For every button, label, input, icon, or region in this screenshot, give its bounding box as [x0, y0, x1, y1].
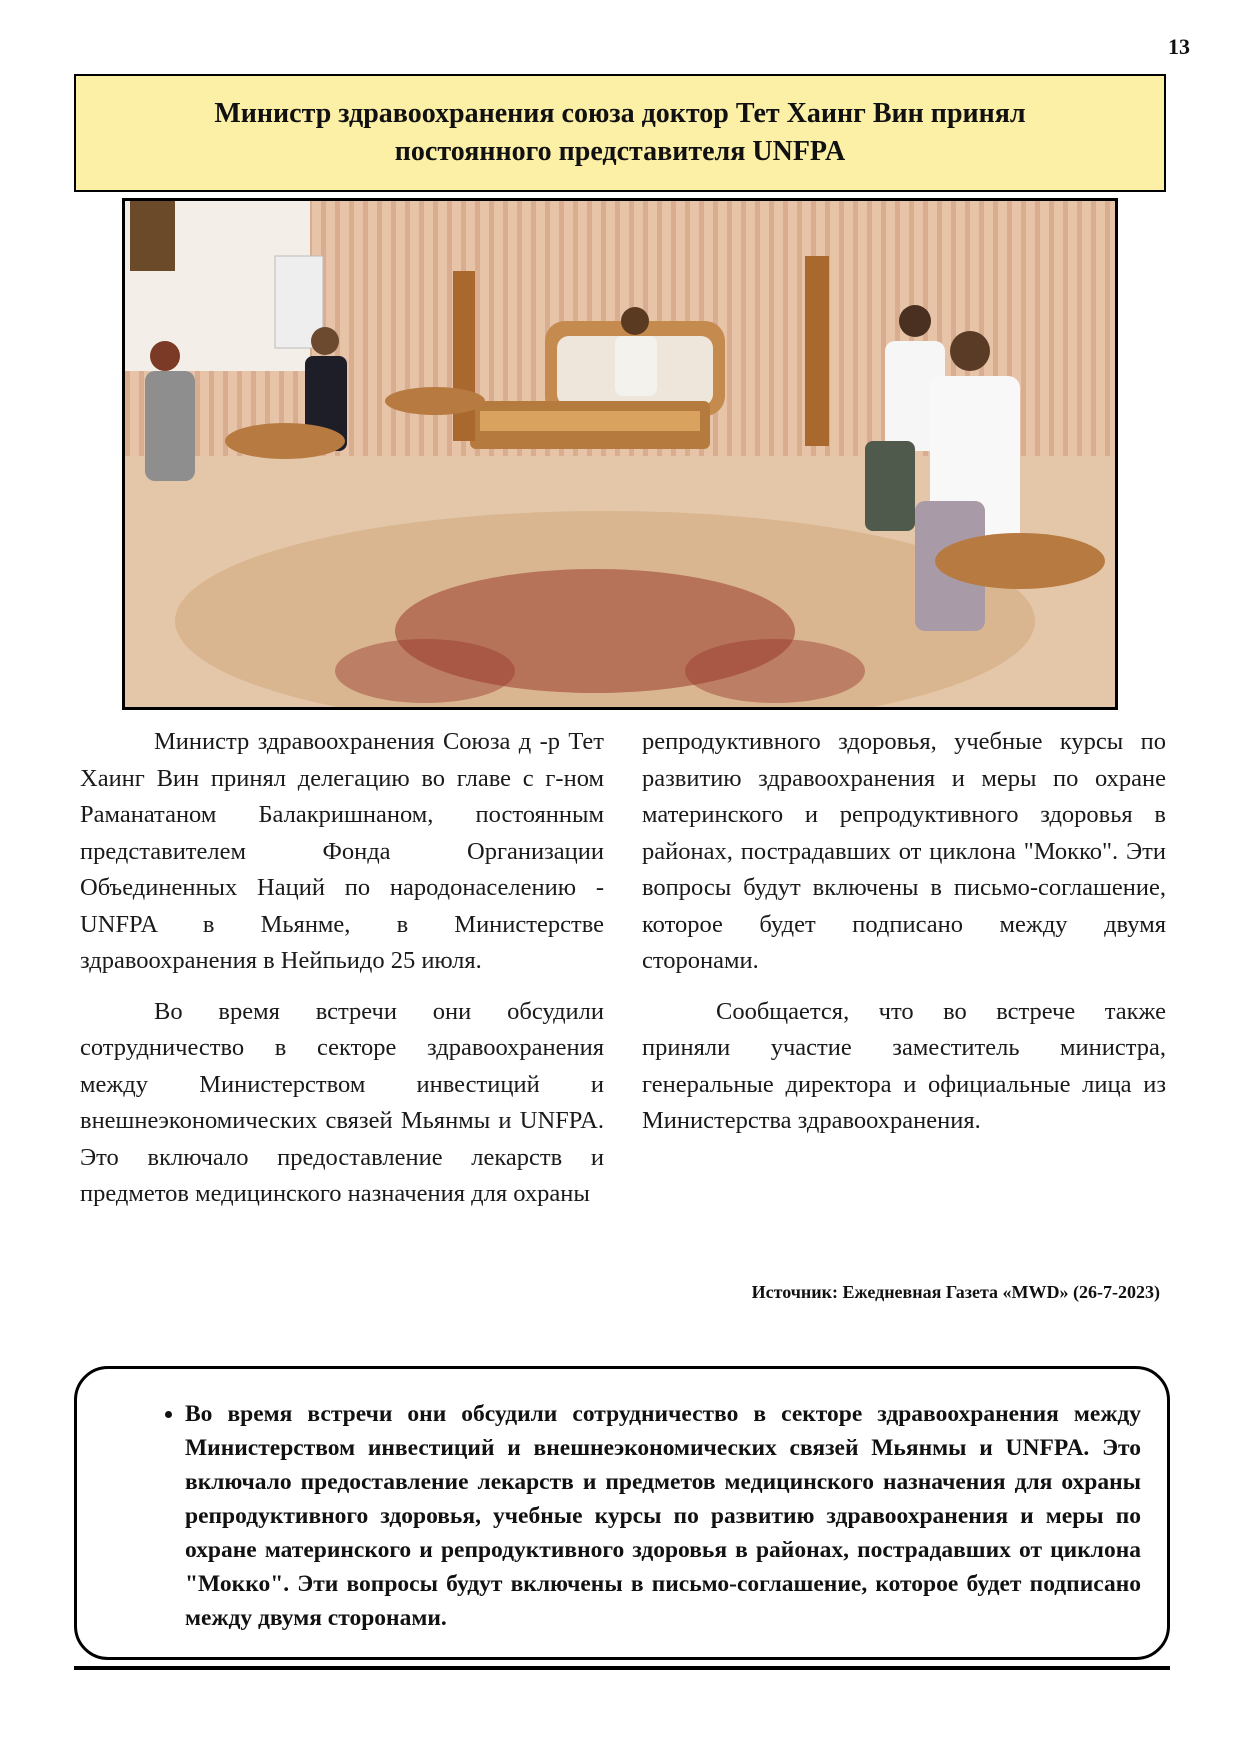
summary-box	[74, 1366, 1170, 1660]
page-number: 13	[1168, 34, 1190, 59]
summary-bullet: • Во время встречи они обсудили сотрудничество в секторе здравоохранения между Министерством инвестиций и внешнеэкономических связей Мьянмы и UNFPA. Это включало предоставление лекарств и предметов медицинского назначения для охраны репродуктивного здоровья, учебные курсы по развитию здравоохранения и меры по охране материнского и репродуктивного здоровья в районах, пострадавших от циклона "Мокко". Эти вопросы будут включены в письмо-соглашение, которое будет подписано между двумя сторонами.	[185, 1397, 1141, 1635]
article-column-right	[642, 724, 1166, 1154]
page-title: Министр здравоохранения союза доктор Тет Хаинг Вин принял постоянного представителя UNFPA	[214, 98, 1026, 167]
article-paragraph: репродуктивного здоровья, учебные курсы по развитию здравоохранения и меры по охране материнского и репродуктивного здоровья в районах, пострадавших от циклона "Мокко". Эти вопросы будут включены в письмо-соглашение, которое будет подписано между двумя сторонами.	[642, 728, 1166, 974]
summary-list	[133, 1397, 1141, 1635]
title-box	[74, 74, 1166, 192]
article-paragraph: Сообщается, что во встрече также приняли участие заместитель министра, генеральные директора и официальные лица из Министерства здравоохранения.	[642, 997, 1166, 1134]
article-paragraph: Во время встречи они обсудили сотрудничество в секторе здравоохранения между Министерством инвестиций и внешнеэкономических связей Мьянмы и UNFPA. Это включало предоставление лекарств и предметов медицинского назначения для охраны	[80, 997, 604, 1207]
footer-rule	[74, 1666, 1170, 1670]
source-citation: Источник: Ежедневная Газета «MWD» (26-7-2023)	[751, 1282, 1160, 1302]
article-paragraph: Министр здравоохранения Союза д -р Тет Хаинг Вин принял делегацию во главе с г-ном Раманатаном Балакришнаном, постоянным представителем Фонда Организации Объединенных Наций по народонаселению - UNFPA в Мьянме, в Министерстве здравоохранения в Нейпьидо 25 июля.	[80, 728, 604, 974]
article-column-left	[80, 724, 604, 1227]
meeting-photo	[122, 198, 1118, 710]
